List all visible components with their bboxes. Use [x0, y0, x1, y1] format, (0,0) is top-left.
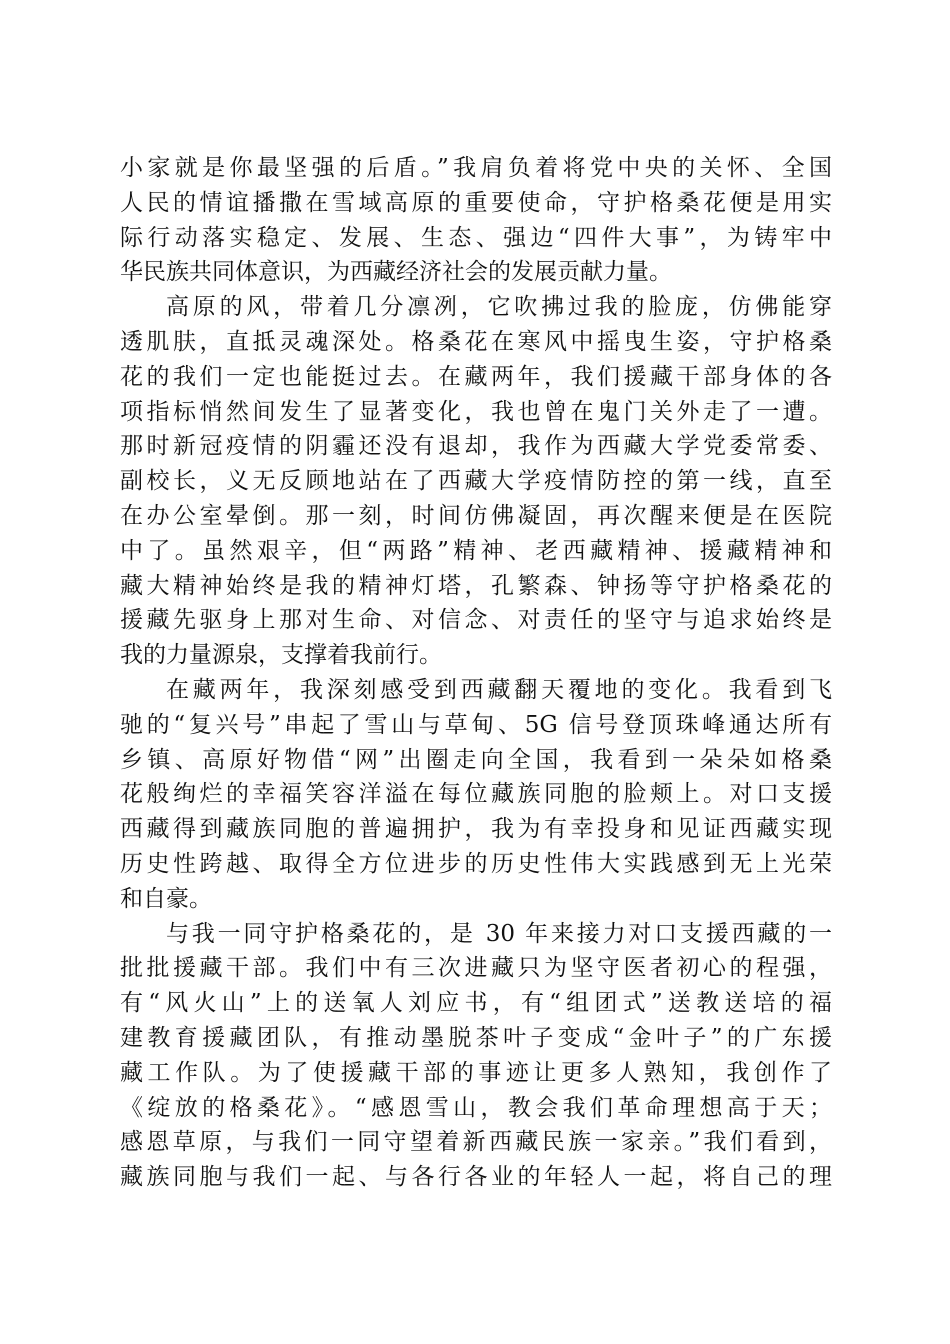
- body-text: [120, 151, 832, 1195]
- text-line: 援藏先驱身上那对生命、对信念、对责任的坚守与追求始终是: [120, 607, 832, 634]
- text-line: 中了。虽然艰辛，但“两路”精神、老西藏精神、援藏精神和: [120, 537, 832, 564]
- text-line: 际行动落实稳定、发展、生态、强边“四件大事”，为铸牢中: [120, 224, 832, 251]
- text-line: 与我一同守护格桑花的，是 30 年来接力对口支援西藏的一: [166, 920, 832, 947]
- text-line: 感恩草原，与我们一同守望着新西藏民族一家亲。”我们看到，: [120, 1129, 832, 1156]
- text-line: 我的力量源泉，支撑着我前行。: [120, 642, 442, 669]
- text-line: 副校长，义无反顾地站在了西藏大学疫情防控的第一线，直至: [120, 468, 832, 495]
- text-line: 项指标悄然间发生了显著变化，我也曾在鬼门关外走了一遭。: [120, 398, 832, 425]
- text-line: 人民的情谊播撒在雪域高原的重要使命，守护格桑花便是用实: [120, 189, 832, 216]
- text-line: 花般绚烂的幸福笑容洋溢在每位藏族同胞的脸颊上。对口支援: [120, 781, 832, 808]
- text-line: 那时新冠疫情的阴霾还没有退却，我作为西藏大学党委常委、: [120, 433, 832, 460]
- text-line: 华民族共同体意识，为西藏经济社会的发展贡献力量。: [120, 259, 672, 286]
- text-line: 建教育援藏团队，有推动墨脱茶叶子变成“金叶子”的广东援: [120, 1024, 832, 1051]
- text-line: 小家就是你最坚强的后盾。”我肩负着将党中央的关怀、全国: [120, 155, 832, 181]
- text-line: 在藏两年，我深刻感受到西藏翻天覆地的变化。我看到飞: [166, 676, 832, 703]
- text-line: 乡镇、高原好物借“网”出圈走向全国，我看到一朵朵如格桑: [120, 746, 832, 773]
- text-line: 藏工作队。为了使援藏干部的事迹让更多人熟知，我创作了: [120, 1059, 832, 1086]
- text-line: 驰的“复兴号”串起了雪山与草甸、5G 信号登顶珠峰通达所有: [120, 711, 832, 738]
- text-line: 透肌肤，直抵灵魂深处。格桑花在寒风中摇曳生姿，守护格桑: [120, 328, 832, 355]
- text-line: 在办公室晕倒。那一刻，时间仿佛凝固，再次醒来便是在医院: [120, 502, 832, 529]
- text-line: 和自豪。: [120, 885, 212, 912]
- text-line: 花的我们一定也能挺过去。在藏两年，我们援藏干部身体的各: [120, 363, 832, 390]
- text-line: 《绽放的格桑花》。“感恩雪山，教会我们革命理想高于天；: [120, 1094, 832, 1121]
- text-line: 批批援藏干部。我们中有三次进藏只为坚守医者初心的程强，: [120, 955, 832, 982]
- text-line: 藏大精神始终是我的精神灯塔，孔繁森、钟扬等守护格桑花的: [120, 572, 832, 599]
- text-line: 西藏得到藏族同胞的普遍拥护，我为有幸投身和见证西藏实现: [120, 816, 832, 843]
- text-line: 历史性跨越、取得全方位进步的历史性伟大实践感到无上光荣: [120, 850, 832, 877]
- text-line: 有“风火山”上的送氧人刘应书，有“组团式”送教送培的福: [120, 990, 832, 1017]
- text-line: 高原的风，带着几分凛冽，它吹拂过我的脸庞，仿佛能穿: [166, 294, 832, 321]
- text-line: 藏族同胞与我们一起、与各行各业的年轻人一起，将自己的理: [120, 1164, 832, 1191]
